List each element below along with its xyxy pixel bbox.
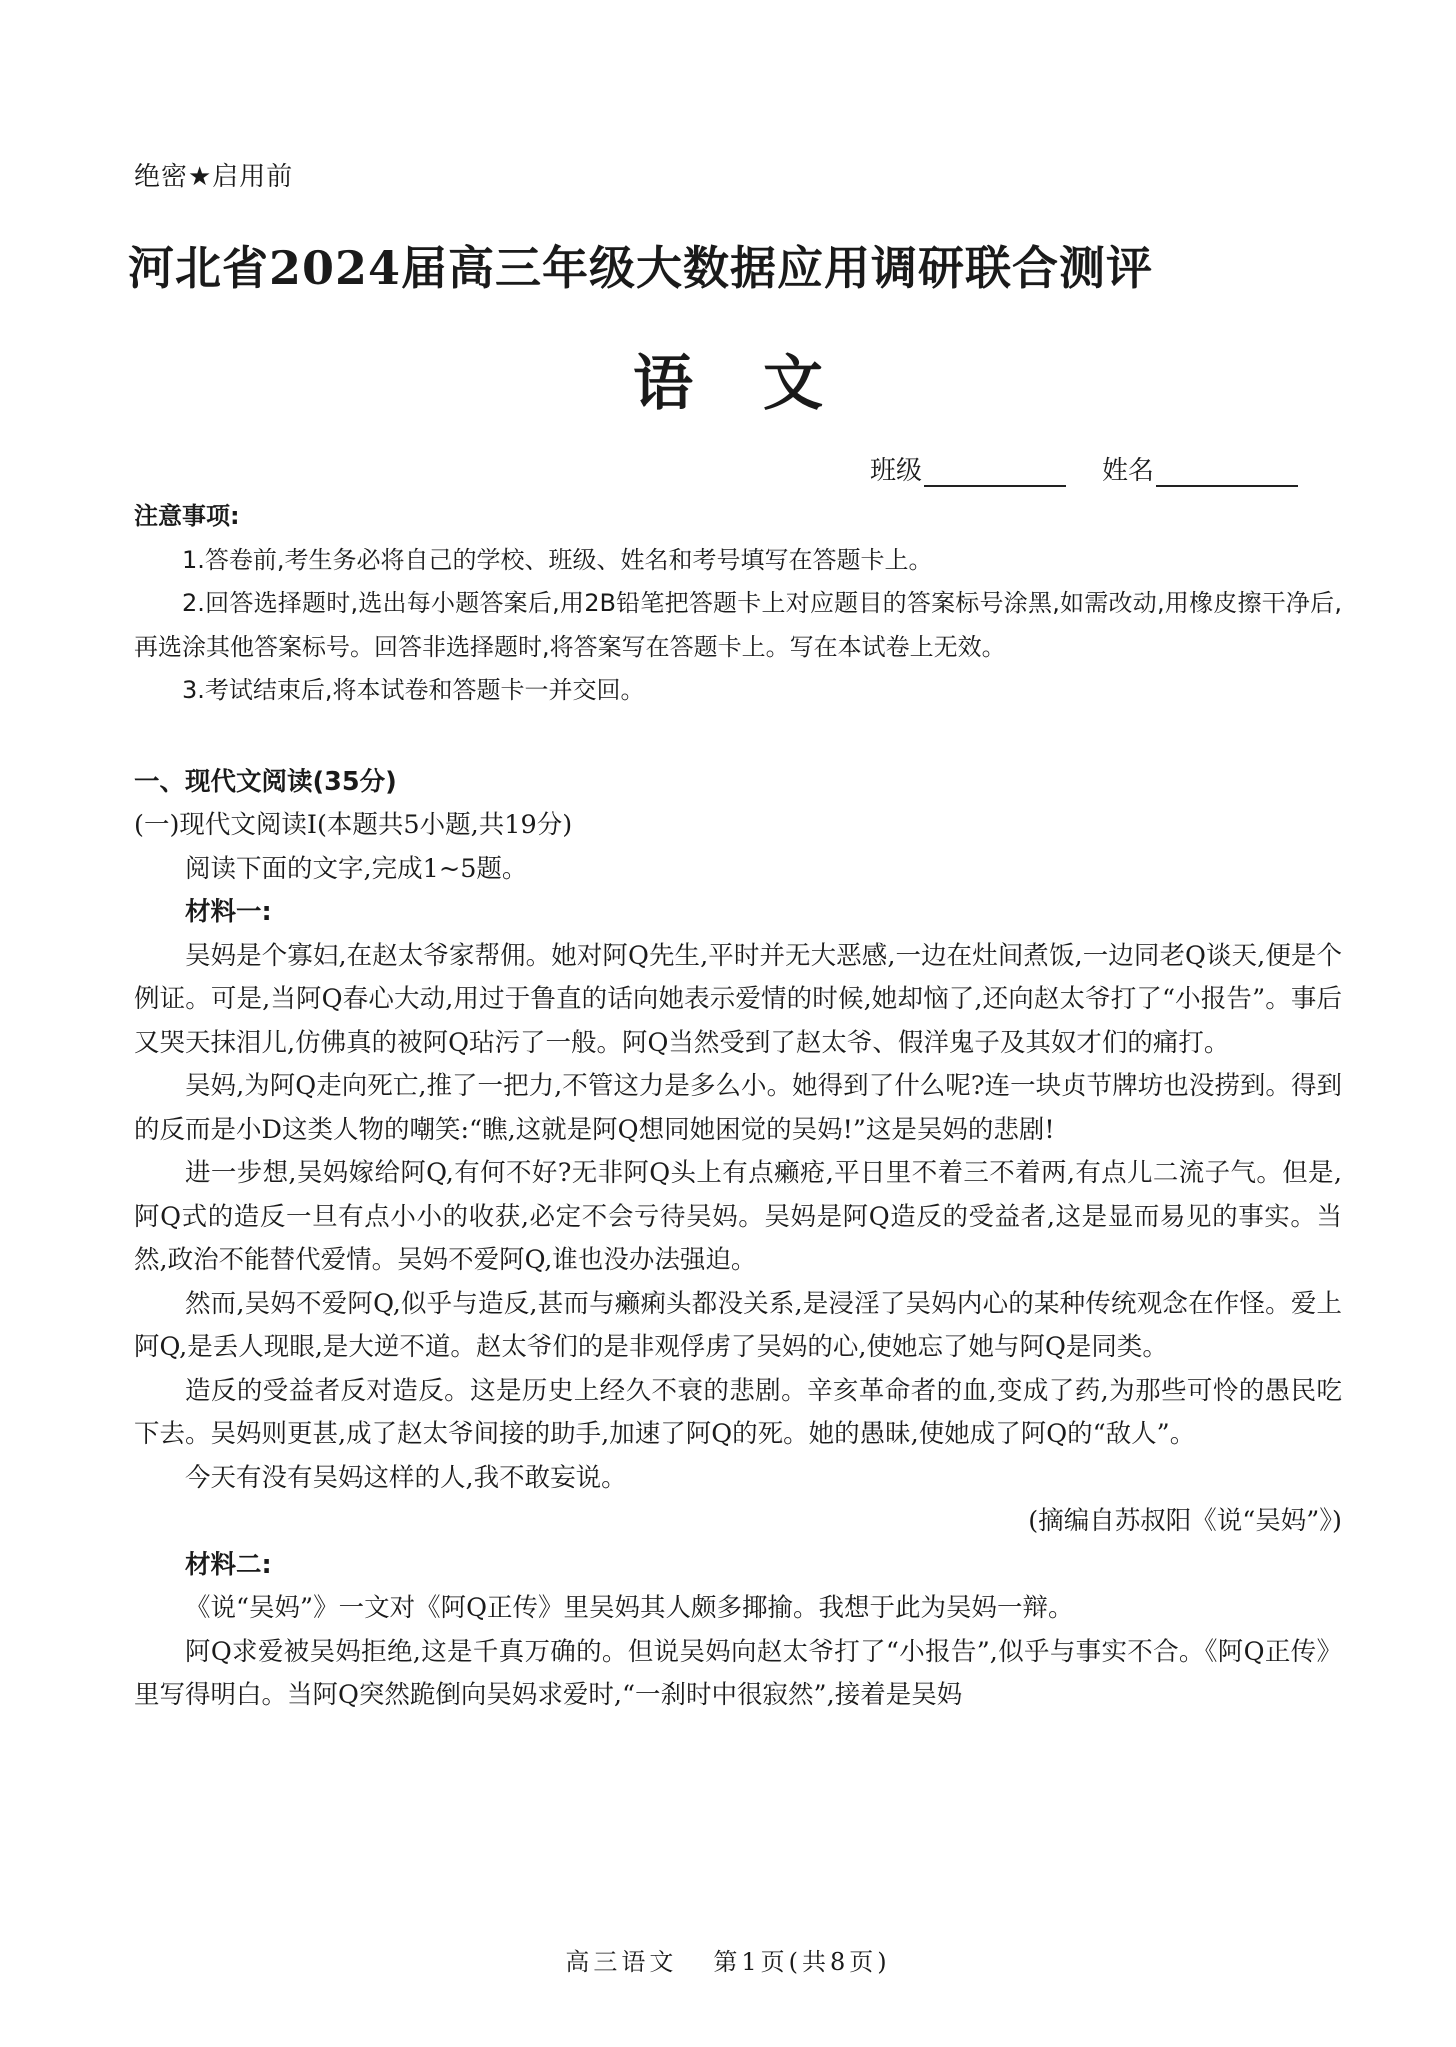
name-field[interactable] bbox=[1156, 459, 1298, 487]
exam-content bbox=[134, 495, 1342, 1718]
section-subtitle: (一)现代文阅读Ⅰ(本题共5小题,共19分) bbox=[134, 810, 573, 840]
notice-item: 1.答卷前,考生务必将自己的学校、班级、姓名和考号填写在答题卡上。 bbox=[182, 545, 933, 574]
paragraph: 吴妈是个寡妇,在赵太爷家帮佣。她对阿Q先生,平时并无大恶感,一边在灶间煮饭,一边同老Q谈天,便是个例证。可是,当阿Q春心大动,用过于鲁直的话向她表示爱情的时候,她却恼了,还向赵太爷打了“小报告”。事后又哭天抹泪儿,仿佛真的被阿Q玷污了一般。阿Q当然受到了赵太爷、假洋鬼子及其奴才们的痛打。 bbox=[134, 940, 1342, 1058]
paragraph: 造反的受益者反对造反。这是历史上经久不衰的悲剧。辛亥革命者的血,变成了药,为那些可怜的愚民吃下去。吴妈则更甚,成了赵太爷间接的助手,加速了阿Q的死。她的愚昧,使她成了阿Q的“敌人”。 bbox=[134, 1375, 1342, 1449]
paragraph: 《说“吴妈”》一文对《阿Q正传》里吴妈其人颇多揶揄。我想于此为吴妈一辩。 bbox=[185, 1593, 1074, 1623]
subject-title: 语文 bbox=[633, 349, 893, 419]
notice-item: 3.考试结束后,将本试卷和答题卡一并交回。 bbox=[182, 676, 645, 704]
page-footer bbox=[0, 1942, 1456, 1977]
section-title: 一、现代文阅读(35分) bbox=[134, 766, 397, 797]
exam-title: 河北省2024届高三年级大数据应用调研联合测评 bbox=[128, 241, 1154, 295]
material-one-label: 材料一: bbox=[185, 897, 272, 927]
paragraph: 进一步想,吴妈嫁给阿Q,有何不好?无非阿Q头上有点癞疮,平日里不着三不着两,有点儿二流子气。但是,阿Q式的造反一旦有点小小的收获,必定不会亏待吴妈。吴妈是阿Q造反的受益者,这是显而易见的事实。当然,政治不能替代爱情。吴妈不爱阿Q,谁也没办法强迫。 bbox=[134, 1158, 1342, 1275]
notice-section bbox=[134, 495, 1342, 713]
page-number: 第1页(共8页) bbox=[713, 1948, 891, 1976]
student-info bbox=[870, 450, 1334, 487]
footer-subject: 高三语文 bbox=[565, 1948, 678, 1976]
class-label: 班级 bbox=[870, 456, 923, 486]
class-field[interactable] bbox=[924, 459, 1066, 487]
name-label: 姓名 bbox=[1102, 456, 1155, 486]
instruction: 阅读下面的文字,完成1~5题。 bbox=[185, 853, 528, 884]
paragraph: 吴妈,为阿Q走向死亡,推了一把力,不管这力是多么小。她得到了什么呢?连一块贞节牌坊也没捞到。得到的反而是小D这类人物的嘲笑:“瞧,这就是阿Q想同她困觉的吴妈!”这是吴妈的悲剧! bbox=[134, 1071, 1342, 1145]
paragraph: 阿Q求爱被吴妈拒绝,这是千真万确的。但说吴妈向赵太爷打了“小报告”,似乎与事实不合。《阿Q正传》里写得明白。当阿Q突然跪倒向吴妈求爱时,“一刹时中很寂然”,接着是吴妈 bbox=[134, 1636, 1342, 1710]
confidential-mark: 绝密★启用前 bbox=[134, 162, 294, 192]
notice-item: 2.回答选择题时,选出每小题答案后,用2B铅笔把答题卡上对应题目的答案标号涂黑,如需改动,用橡皮擦干净后,再选涂其他答案标号。回答非选择题时,将答案写在答题卡上。写在本试卷上无效。 bbox=[134, 589, 1342, 661]
material-two-label: 材料二: bbox=[185, 1549, 272, 1580]
paragraph: 然而,吴妈不爱阿Q,似乎与造反,甚而与癞痢头都没关系,是浸淫了吴妈内心的某种传统观念在作怪。爱上阿Q,是丢人现眼,是大逆不道。赵太爷们的是非观俘虏了吴妈的心,使她忘了她与阿Q是同类。 bbox=[134, 1288, 1342, 1362]
notice-title: 注意事项: bbox=[134, 502, 240, 530]
paragraph: 今天有没有吴妈这样的人,我不敢妄说。 bbox=[185, 1462, 627, 1493]
source-citation: (摘编自苏叔阳《说“吴妈”》) bbox=[1028, 1506, 1342, 1536]
